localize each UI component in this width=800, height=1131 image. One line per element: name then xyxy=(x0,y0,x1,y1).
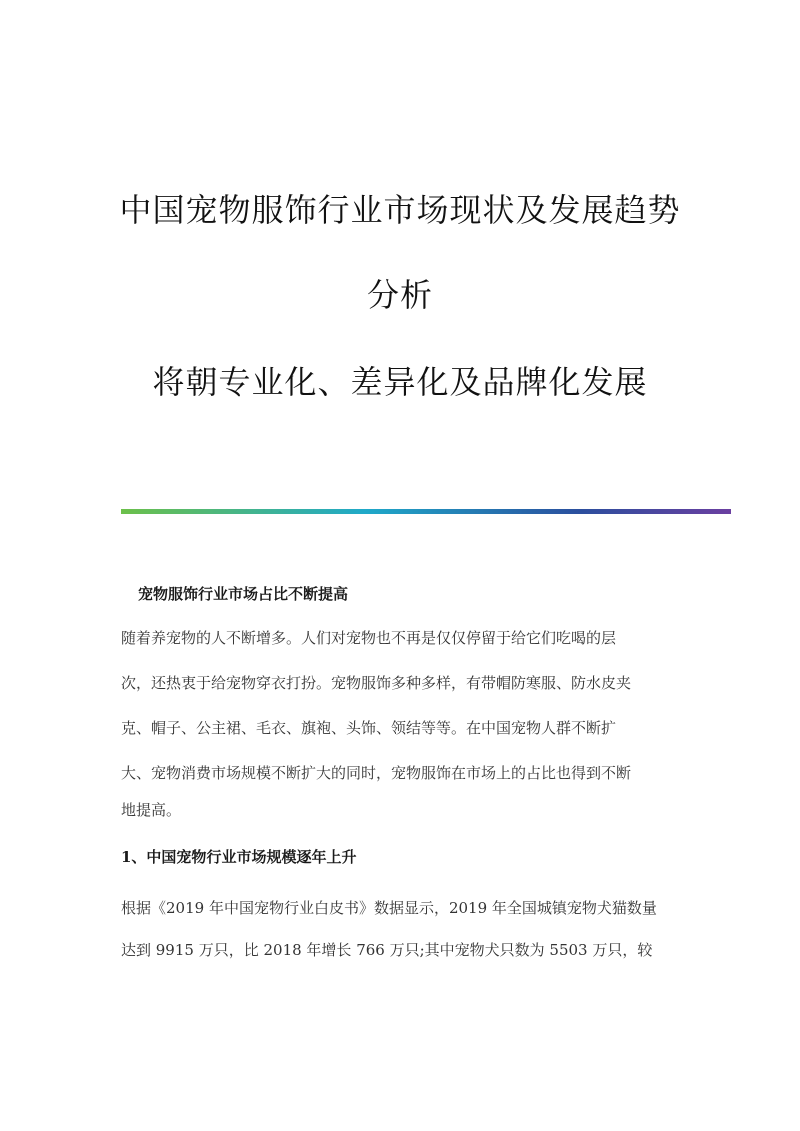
paragraph-line: 根据《2019 年中国宠物行业白皮书》数据显示，2019 年全国城镇宠物犬猫数量 xyxy=(121,899,657,917)
document-title-line-1: 中国宠物服饰行业市场现状及发展趋势 xyxy=(119,191,681,229)
paragraph-line: 随着养宠物的人不断增多。人们对宠物也不再是仅仅停留于给它们吃喝的层 xyxy=(121,629,617,647)
document-title-line-2: 分析 xyxy=(366,276,433,314)
paragraph-line: 克、帽子、公主裙、毛衣、旗袍、头饰、领结等等。在中国宠物人群不断扩 xyxy=(121,719,617,737)
section-heading: 宠物服饰行业市场占比不断提高 xyxy=(138,585,349,603)
paragraph-line: 大、宠物消费市场规模不断扩大的同时，宠物服饰在市场上的占比也得到不断 xyxy=(121,764,632,782)
document-subtitle: 将朝专业化、差异化及品牌化发展 xyxy=(152,363,648,401)
subsection-heading: 1、中国宠物行业市场规模逐年上升 xyxy=(121,848,357,866)
gradient-divider xyxy=(121,509,731,514)
paragraph-line: 次，还热衷于给宠物穿衣打扮。宠物服饰多种多样，有带帽防寒服、防水皮夹 xyxy=(121,674,632,692)
paragraph-line: 达到 9915 万只，比 2018 年增长 766 万只;其中宠物犬只数为 5503 万只，较 xyxy=(121,941,653,959)
paragraph-line: 地提高。 xyxy=(121,801,182,819)
